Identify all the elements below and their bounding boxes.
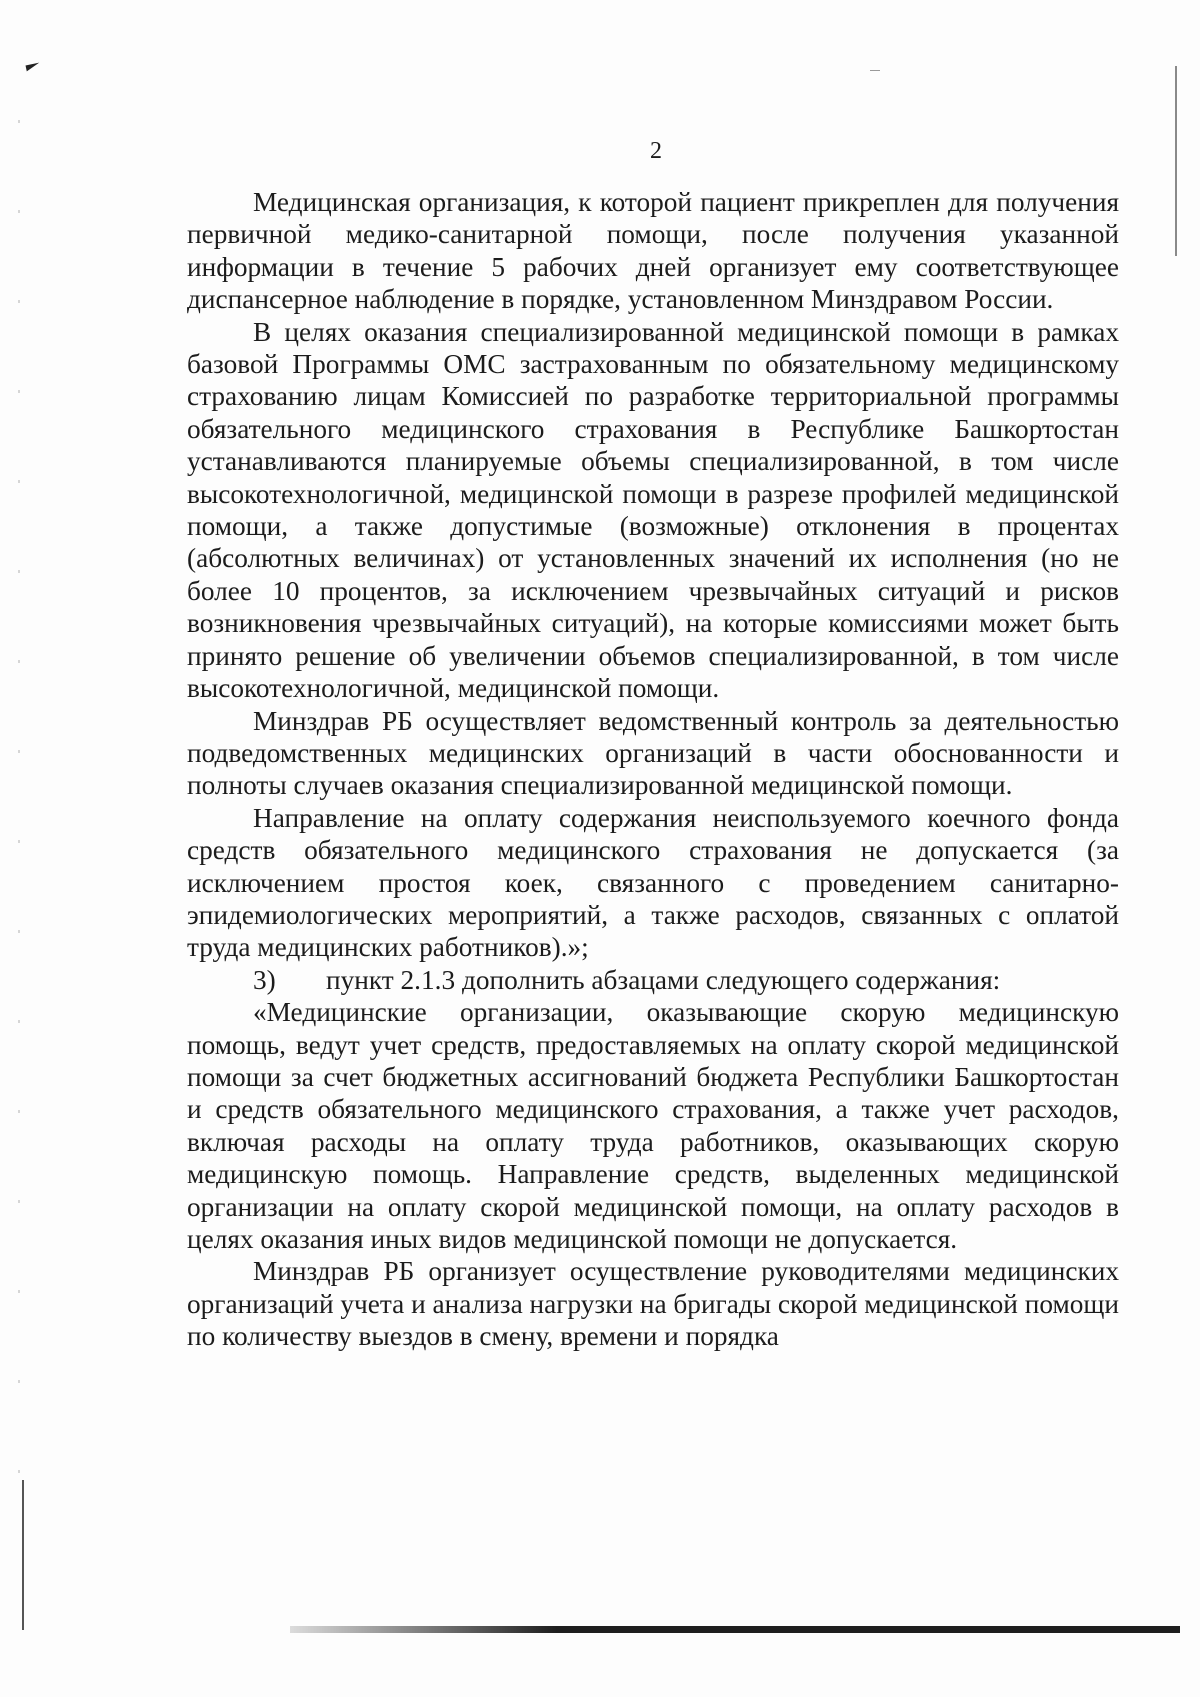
- scan-left-edge: [22, 1480, 24, 1630]
- paragraph-3: Минздрав РБ осуществляет ведомственный контроль за деятельностью подведомственных медицинских организаций в части обоснованности и полноты случаев оказания специализированной медицинской помощи.: [187, 705, 1119, 801]
- scan-binding-dots: [18, 120, 20, 1500]
- scan-dash-mark: [870, 70, 880, 71]
- document-body: [187, 186, 1119, 1353]
- paragraph-6: Минздрав РБ организует осуществление руководителями медицинских организаций учета и анализа нагрузки на бригады скорой медицинской помощи по количеству выездов в смену, времени и порядка: [187, 1256, 1119, 1352]
- scan-bottom-rule: [290, 1626, 1180, 1633]
- list-item-text: пункт 2.1.3 дополнить абзацами следующего содержания:: [326, 964, 1001, 995]
- scan-corner-mark: [26, 63, 41, 72]
- paragraph-2: В целях оказания специализированной медицинской помощи в рамках базовой Программы ОМС застрахованным по обязательному медицинскому страхованию лицам Комиссией по разработке территориальной программы обязательного медицинского страхования в Республике Башкортостан устанавливаются планируемые объемы специализированной, в том числе высокотехнологичной, медицинской помощи в разрезе профилей медицинской помощи, а также допустимые (возможные) отклонения в процентах (абсолютных величинах) от установленных значений их исполнения (но не более 10 процентов, за исключением чрезвычайных ситуаций и рисков возникновения чрезвычайных ситуаций), на которые комиссиями может быть принято решение об увеличении объемов специализированной, в том числе высокотехнологичной, медицинской помощи.: [187, 316, 1119, 704]
- paragraph-1: Медицинская организация, к которой пациент прикреплен для получения первичной медико-санитарной помощи, после получения указанной информации в течение 5 рабочих дней организует ему соответствующее диспансерное наблюдение в порядке, установленном Минздравом России.: [187, 187, 1119, 315]
- list-item-3: [187, 964, 1119, 996]
- paragraph-5: «Медицинские организации, оказывающие скорую медицинскую помощь, ведут учет средств, предоставляемых на оплату скорой медицинской помощи за счет бюджетных ассигнований бюджета Республики Башкортостан и средств обязательного медицинского страхования, а также учет расходов, включая расходы на оплату труда работников, оказывающих скорую медицинскую помощь. Направление средств, выделенных медицинской организации на оплату скорой медицинской помощи, на оплату расходов в целях оказания иных видов медицинской помощи не допускается.: [187, 997, 1119, 1254]
- page-number: 2: [650, 138, 662, 164]
- paragraph-4: Направление на оплату содержания неиспользуемого коечного фонда средств обязательного медицинского страхования не допускается (за исключением простоя коек, связанного с проведением санитарно-эпидемиологических мероприятий, а также расходов, связанных с оплатой труда медицинских работников).»;: [187, 802, 1119, 963]
- list-item-number: 3): [253, 964, 276, 995]
